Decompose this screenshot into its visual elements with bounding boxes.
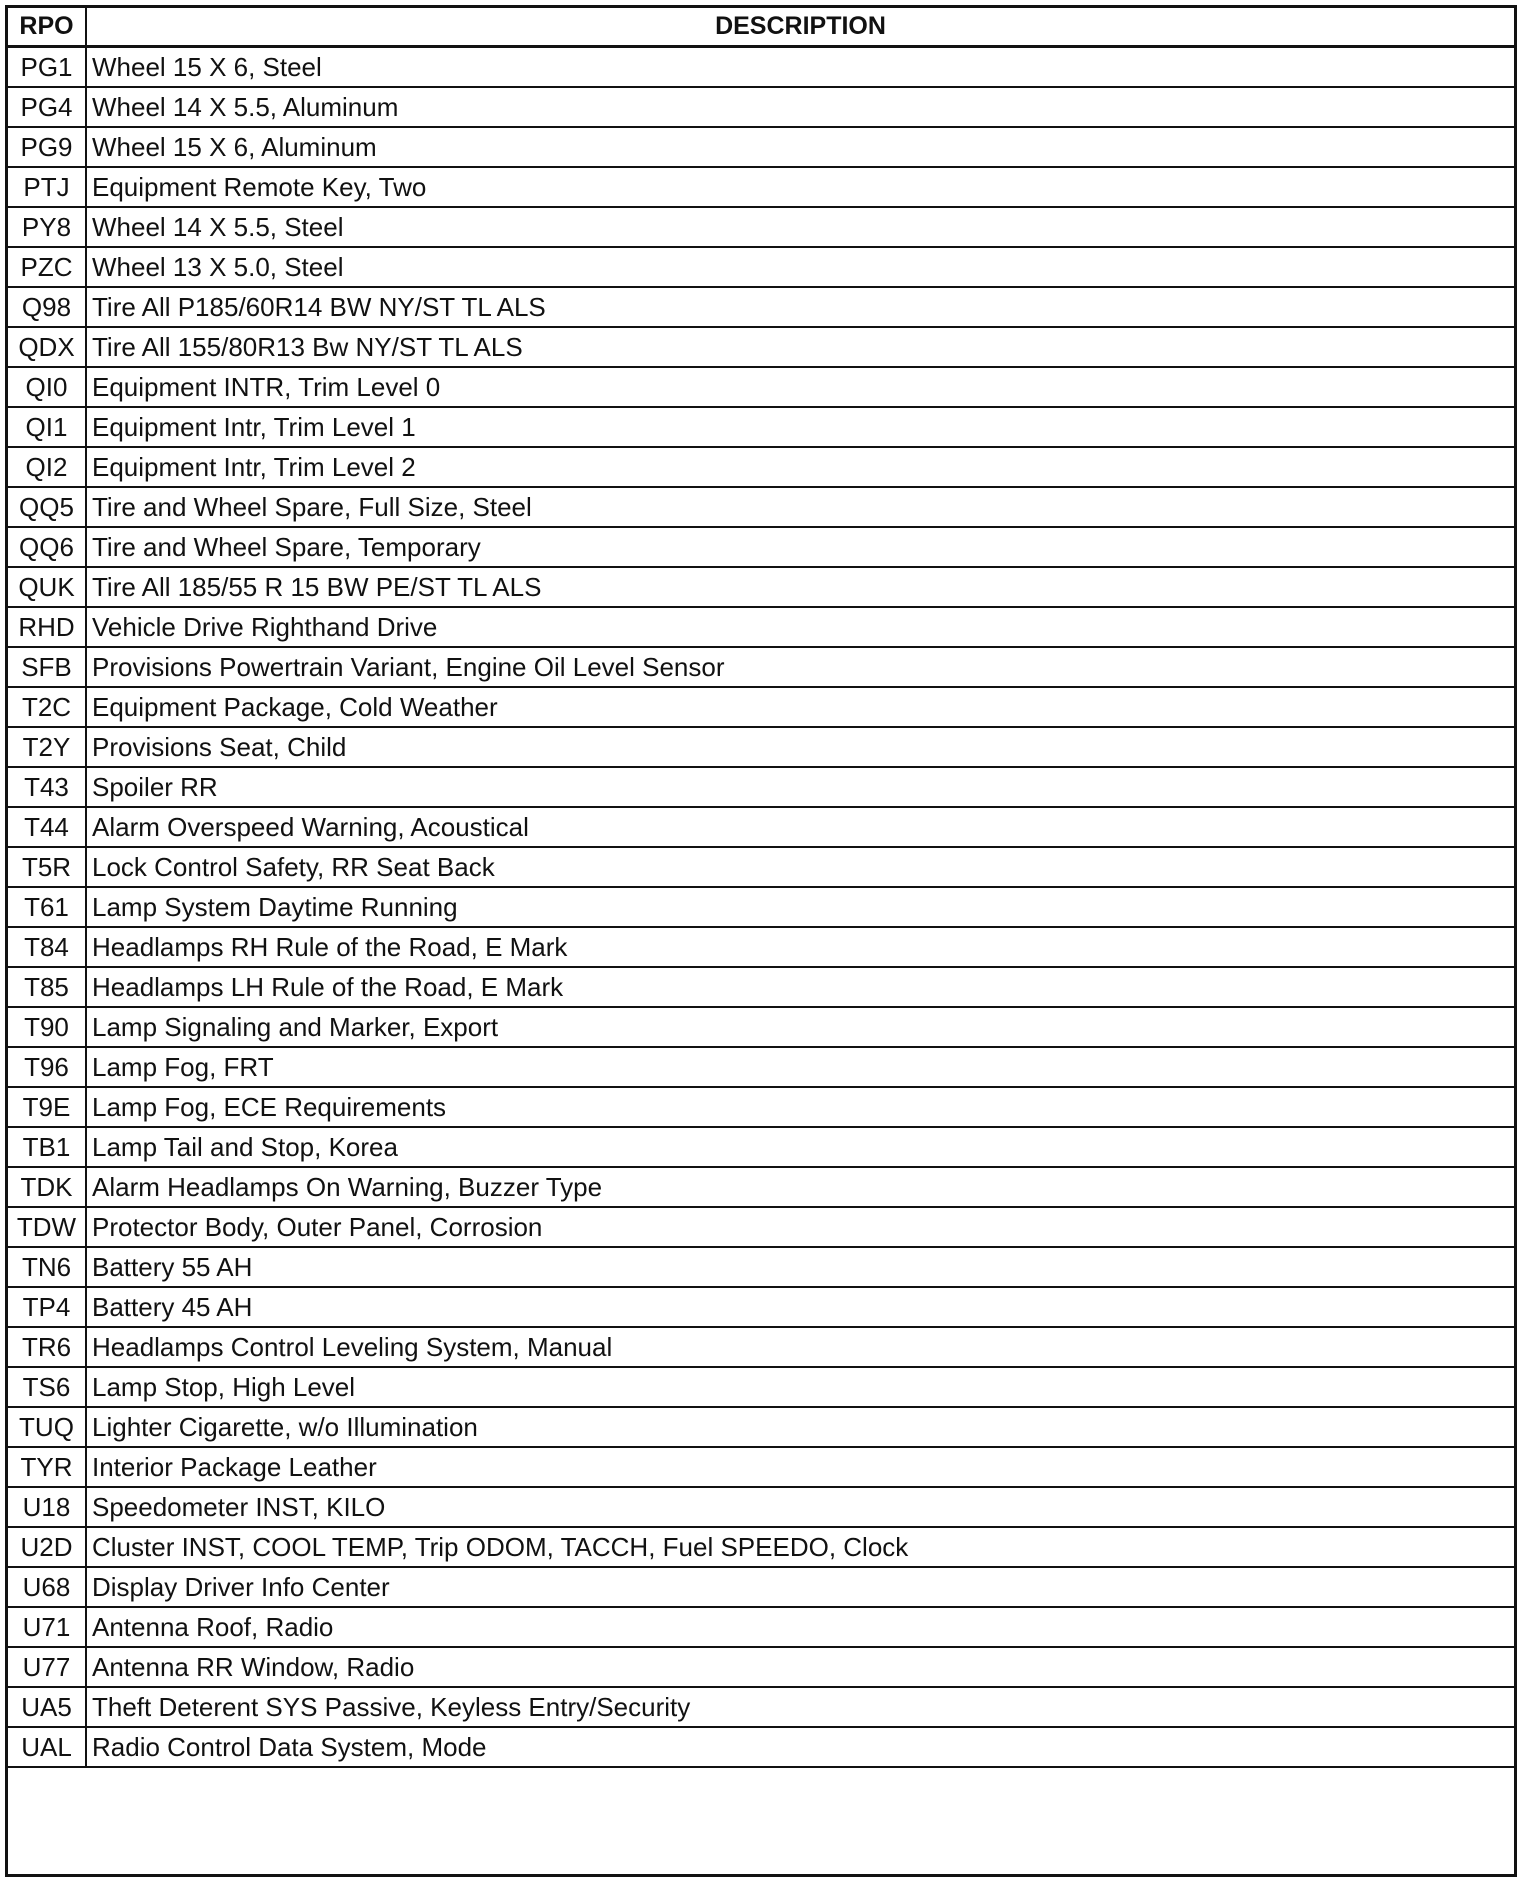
table-row	[7, 1647, 1515, 1687]
description-cell: Equipment Intr, Trim Level 2	[86, 447, 1515, 487]
table-row	[7, 1247, 1515, 1287]
description-column-header: DESCRIPTION	[86, 7, 1515, 47]
description-cell: Protector Body, Outer Panel, Corrosion	[86, 1207, 1515, 1247]
table-row	[7, 1687, 1515, 1727]
table-row	[7, 1327, 1515, 1367]
table-row	[7, 487, 1515, 527]
table-row	[7, 1287, 1515, 1327]
table-row	[7, 1167, 1515, 1207]
description-cell: Antenna RR Window, Radio	[86, 1647, 1515, 1687]
rpo-code-cell: T44	[7, 807, 86, 847]
table-row	[7, 327, 1515, 367]
rpo-code-cell: PTJ	[7, 167, 86, 207]
table-row	[7, 647, 1515, 687]
rpo-code-cell: T43	[7, 767, 86, 807]
description-cell: Wheel 13 X 5.0, Steel	[86, 247, 1515, 287]
table-row	[7, 447, 1515, 487]
description-cell: Spoiler RR	[86, 767, 1515, 807]
table-row	[7, 1127, 1515, 1167]
table-row	[7, 1567, 1515, 1607]
table-row	[7, 47, 1515, 88]
table-row	[7, 207, 1515, 247]
rpo-code-cell: U68	[7, 1567, 86, 1607]
description-cell: Wheel 14 X 5.5, Aluminum	[86, 87, 1515, 127]
description-cell: Wheel 14 X 5.5, Steel	[86, 207, 1515, 247]
rpo-code-cell: QI1	[7, 407, 86, 447]
rpo-column-header: RPO	[7, 7, 86, 47]
table-row	[7, 127, 1515, 167]
rpo-code-cell: T61	[7, 887, 86, 927]
table-body	[7, 47, 1515, 1768]
table-row	[7, 607, 1515, 647]
description-cell: Theft Deterent SYS Passive, Keyless Entry/Security	[86, 1687, 1515, 1727]
table-row	[7, 1007, 1515, 1047]
rpo-code-cell: PG1	[7, 47, 86, 88]
table-row	[7, 247, 1515, 287]
table-row	[7, 687, 1515, 727]
rpo-code-cell: TDW	[7, 1207, 86, 1247]
description-cell: Tire and Wheel Spare, Full Size, Steel	[86, 487, 1515, 527]
description-cell: Lamp Stop, High Level	[86, 1367, 1515, 1407]
description-cell: Tire All P185/60R14 BW NY/ST TL ALS	[86, 287, 1515, 327]
rpo-code-cell: TS6	[7, 1367, 86, 1407]
rpo-code-cell: PG9	[7, 127, 86, 167]
description-cell: Headlamps RH Rule of the Road, E Mark	[86, 927, 1515, 967]
description-cell: Speedometer INST, KILO	[86, 1487, 1515, 1527]
rpo-code-cell: T84	[7, 927, 86, 967]
table-row	[7, 567, 1515, 607]
rpo-code-cell: T2Y	[7, 727, 86, 767]
description-cell: Equipment Intr, Trim Level 1	[86, 407, 1515, 447]
description-cell: Lighter Cigarette, w/o Illumination	[86, 1407, 1515, 1447]
description-cell: Lamp Tail and Stop, Korea	[86, 1127, 1515, 1167]
description-cell: Provisions Seat, Child	[86, 727, 1515, 767]
description-cell: Equipment Package, Cold Weather	[86, 687, 1515, 727]
rpo-code-cell: U77	[7, 1647, 86, 1687]
description-cell: Headlamps Control Leveling System, Manual	[86, 1327, 1515, 1367]
description-cell: Tire All 155/80R13 Bw NY/ST TL ALS	[86, 327, 1515, 367]
description-cell: Wheel 15 X 6, Aluminum	[86, 127, 1515, 167]
table-row	[7, 847, 1515, 887]
rpo-code-cell: UAL	[7, 1727, 86, 1767]
rpo-code-cell: U71	[7, 1607, 86, 1647]
rpo-code-cell: TB1	[7, 1127, 86, 1167]
table-row	[7, 1407, 1515, 1447]
description-cell: Equipment Remote Key, Two	[86, 167, 1515, 207]
rpo-code-cell: U18	[7, 1487, 86, 1527]
rpo-code-cell: TUQ	[7, 1407, 86, 1447]
description-cell: Lamp Fog, FRT	[86, 1047, 1515, 1087]
table-row	[7, 87, 1515, 127]
table-row	[7, 807, 1515, 847]
table-row	[7, 1447, 1515, 1487]
description-cell: Antenna Roof, Radio	[86, 1607, 1515, 1647]
rpo-code-cell: T2C	[7, 687, 86, 727]
rpo-code-cell: Q98	[7, 287, 86, 327]
table-row	[7, 767, 1515, 807]
rpo-code-cell: PG4	[7, 87, 86, 127]
rpo-code-cell: PY8	[7, 207, 86, 247]
rpo-code-cell: QDX	[7, 327, 86, 367]
rpo-code-cell: QI2	[7, 447, 86, 487]
rpo-code-cell: TDK	[7, 1167, 86, 1207]
description-cell: Wheel 15 X 6, Steel	[86, 47, 1515, 88]
description-cell: Tire and Wheel Spare, Temporary	[86, 527, 1515, 567]
description-cell: Headlamps LH Rule of the Road, E Mark	[86, 967, 1515, 1007]
description-cell: Alarm Overspeed Warning, Acoustical	[86, 807, 1515, 847]
description-cell: Display Driver Info Center	[86, 1567, 1515, 1607]
description-cell: Lamp System Daytime Running	[86, 887, 1515, 927]
rpo-code-cell: T5R	[7, 847, 86, 887]
table-row	[7, 1487, 1515, 1527]
table-row	[7, 1727, 1515, 1767]
description-cell: Lock Control Safety, RR Seat Back	[86, 847, 1515, 887]
rpo-code-cell: TN6	[7, 1247, 86, 1287]
description-cell: Interior Package Leather	[86, 1447, 1515, 1487]
rpo-code-cell: QQ5	[7, 487, 86, 527]
table-row	[7, 927, 1515, 967]
rpo-code-cell: PZC	[7, 247, 86, 287]
header-row	[7, 7, 1515, 47]
description-cell: Tire All 185/55 R 15 BW PE/ST TL ALS	[86, 567, 1515, 607]
table-row	[7, 1207, 1515, 1247]
rpo-code-cell: QQ6	[7, 527, 86, 567]
description-cell: Lamp Fog, ECE Requirements	[86, 1087, 1515, 1127]
rpo-code-cell: SFB	[7, 647, 86, 687]
table-row	[7, 367, 1515, 407]
rpo-code-cell: QUK	[7, 567, 86, 607]
table-row	[7, 1087, 1515, 1127]
table-row	[7, 1367, 1515, 1407]
description-cell: Battery 55 AH	[86, 1247, 1515, 1287]
rpo-code-cell: RHD	[7, 607, 86, 647]
rpo-code-cell: TR6	[7, 1327, 86, 1367]
rpo-code-cell: UA5	[7, 1687, 86, 1727]
table-row	[7, 727, 1515, 767]
table-row	[7, 1607, 1515, 1647]
rpo-code-cell: T90	[7, 1007, 86, 1047]
rpo-code-cell: TYR	[7, 1447, 86, 1487]
description-cell: Alarm Headlamps On Warning, Buzzer Type	[86, 1167, 1515, 1207]
table-header	[7, 7, 1515, 47]
description-cell: Vehicle Drive Righthand Drive	[86, 607, 1515, 647]
table-row	[7, 287, 1515, 327]
rpo-code-table	[6, 6, 1516, 1768]
description-cell: Lamp Signaling and Marker, Export	[86, 1007, 1515, 1047]
table-row	[7, 407, 1515, 447]
description-cell: Provisions Powertrain Variant, Engine Oil Level Sensor	[86, 647, 1515, 687]
table-row	[7, 887, 1515, 927]
description-cell: Radio Control Data System, Mode	[86, 1727, 1515, 1767]
rpo-code-cell: T96	[7, 1047, 86, 1087]
description-cell: Equipment INTR, Trim Level 0	[86, 367, 1515, 407]
rpo-code-cell: T85	[7, 967, 86, 1007]
rpo-code-cell: U2D	[7, 1527, 86, 1567]
table-row	[7, 967, 1515, 1007]
table-row	[7, 167, 1515, 207]
rpo-code-cell: QI0	[7, 367, 86, 407]
table-row	[7, 1527, 1515, 1567]
description-cell: Battery 45 AH	[86, 1287, 1515, 1327]
table-row	[7, 1047, 1515, 1087]
rpo-code-cell: TP4	[7, 1287, 86, 1327]
description-cell: Cluster INST, COOL TEMP, Trip ODOM, TACCH, Fuel SPEEDO, Clock	[86, 1527, 1515, 1567]
rpo-code-cell: T9E	[7, 1087, 86, 1127]
table-row	[7, 527, 1515, 567]
